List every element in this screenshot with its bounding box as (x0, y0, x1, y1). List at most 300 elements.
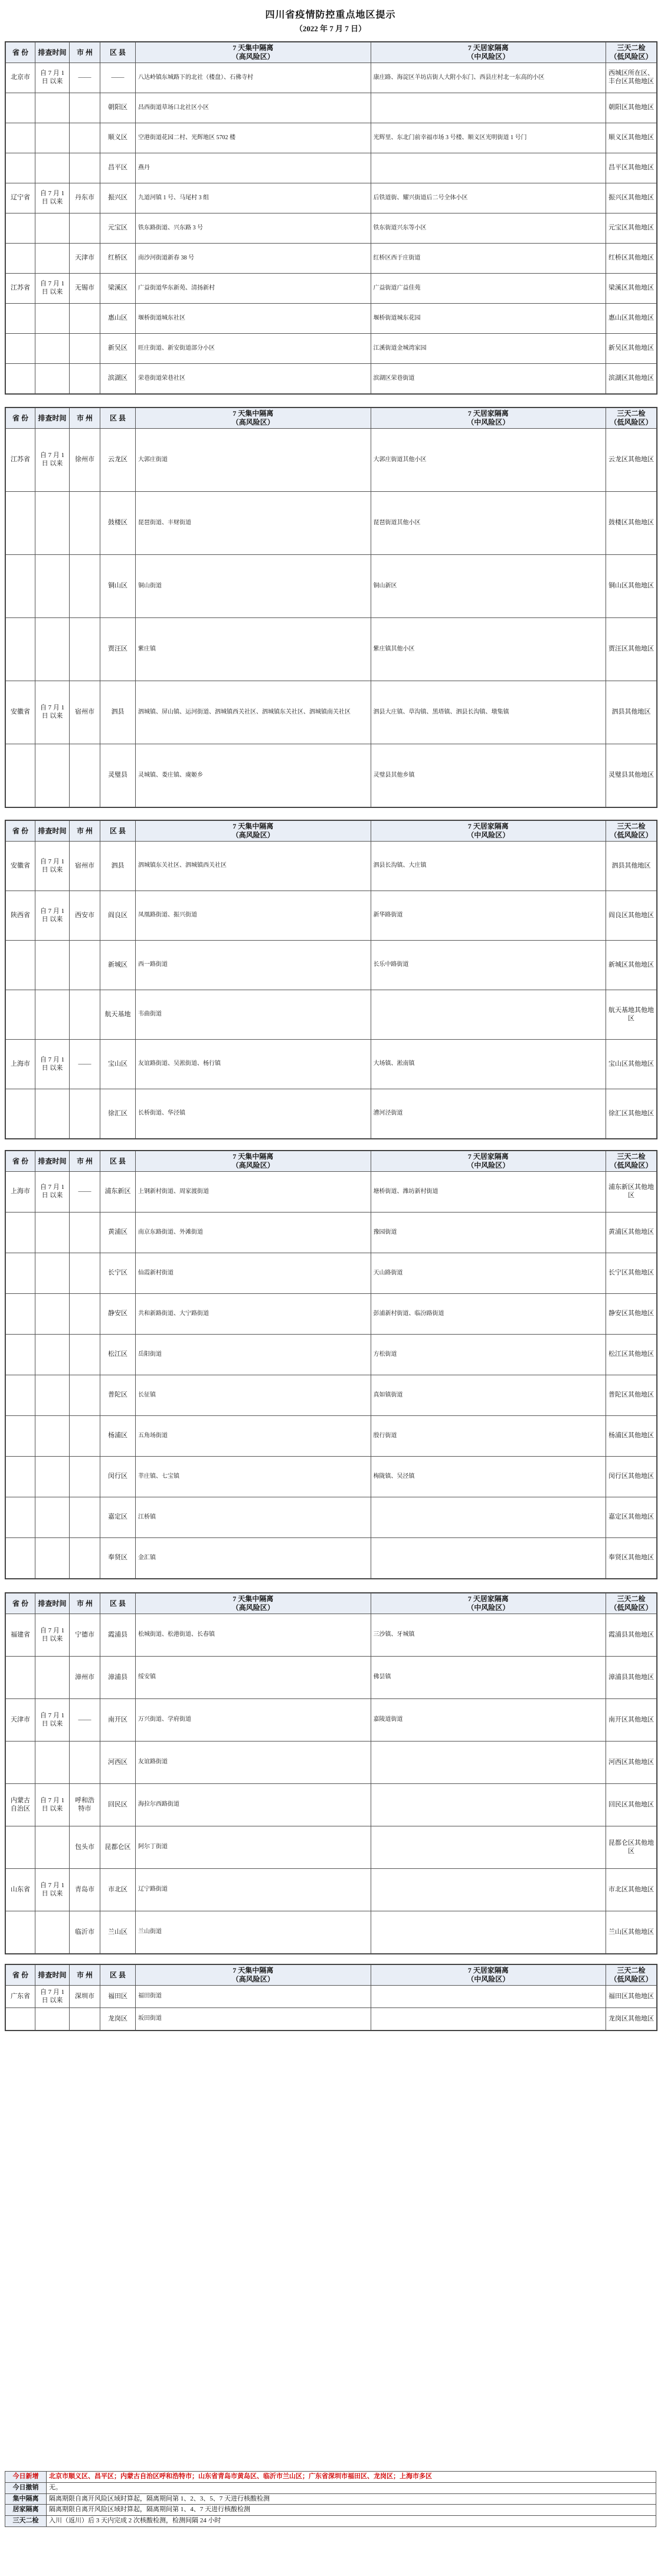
risk-table (5, 42, 657, 394)
table-row (6, 990, 657, 1040)
cell-city: —— (70, 1699, 100, 1742)
header-city-label: 市 州 (76, 1156, 93, 1165)
footer-row-revoked (5, 2482, 656, 2493)
cell-time (35, 1742, 70, 1784)
header-high-risk-label: 7 天集中隔离 (233, 1966, 274, 1974)
table-row (6, 1742, 657, 1784)
cell-city: 漳州市 (70, 1657, 100, 1699)
cell-district: 浦东新区 (100, 1172, 136, 1213)
header-province (6, 408, 35, 429)
page-title: 四川省疫情防控重点地区提示 (265, 10, 396, 20)
cell-city (70, 1213, 100, 1253)
header-district-label: 区 县 (109, 48, 126, 57)
cell-low-risk: 长宁区其他地区 (606, 1253, 657, 1294)
cell-province (6, 304, 35, 334)
table-row (6, 1986, 657, 2008)
header-mid-risk-sub: （中风险区） (467, 52, 510, 61)
cell-time: 自 7 月 1 日 以来 (35, 681, 70, 744)
cell-high-risk: 南京东路街道、外滩街道 (136, 1213, 371, 1253)
cell-province (6, 1253, 35, 1294)
cell-mid-risk: 琵琶街道其他小区 (371, 492, 606, 555)
table-row (6, 1213, 657, 1253)
table-row (6, 304, 657, 334)
cell-city: —— (70, 1172, 100, 1213)
header-district (100, 42, 136, 63)
table-header-row (6, 1593, 657, 1614)
cell-city: 呼和浩特市 (70, 1784, 100, 1826)
cell-mid-risk: 方松街道 (371, 1335, 606, 1375)
footer-row-policy1 (5, 2493, 656, 2505)
cell-district: 龙岗区 (100, 2008, 136, 2030)
cell-time (35, 364, 70, 394)
cell-mid-risk: 大场镇、淞南镇 (371, 1040, 606, 1089)
cell-city (70, 618, 100, 681)
cell-low-risk: 航天基地其他地区 (606, 990, 657, 1040)
header-low-risk (606, 42, 657, 63)
header-low-risk-sub: （低风险区） (610, 1604, 653, 1612)
cell-mid-risk: 大郭庄街道其他小区 (371, 429, 606, 492)
cell-high-risk: 绥安镇 (136, 1657, 371, 1699)
cell-high-risk: 泗城镇东关社区、泗城镇西关社区 (136, 842, 371, 891)
cell-district: 朝阳区 (100, 93, 136, 123)
table-header-row (6, 408, 657, 429)
header (0, 0, 661, 35)
cell-province: 天津市 (6, 1699, 35, 1742)
cell-province (6, 213, 35, 244)
table-header-row (6, 42, 657, 63)
header-low-risk-sub: （低风险区） (610, 1161, 653, 1169)
cell-district: 云龙区 (100, 429, 136, 492)
header-mid-risk-sub: （中风险区） (467, 831, 510, 839)
cell-district: 贾汪区 (100, 618, 136, 681)
header-low-risk (606, 1965, 657, 1986)
cell-low-risk: 顺义区其他地区 (606, 123, 657, 153)
cell-district: 新吴区 (100, 334, 136, 364)
header-high-risk-label: 7 天集中隔离 (233, 44, 274, 52)
header-mid-risk-sub: （中风险区） (467, 418, 510, 426)
cell-district: 奉贤区 (100, 1538, 136, 1579)
header-province (6, 42, 35, 63)
cell-high-risk: 福田街道 (136, 1986, 371, 2008)
cell-city: —— (70, 1040, 100, 1089)
cell-time (35, 1335, 70, 1375)
cell-time (35, 1294, 70, 1335)
cell-mid-risk: 泗县长沟镇、大庄镇 (371, 842, 606, 891)
cell-city (70, 1253, 100, 1294)
cell-district: 顺义区 (100, 123, 136, 153)
cell-low-risk: 梁溪区其他地区 (606, 274, 657, 304)
cell-district: 宝山区 (100, 1040, 136, 1089)
cell-province (6, 1657, 35, 1699)
cell-high-risk: 岳阳街道 (136, 1335, 371, 1375)
header-mid-risk (371, 1593, 606, 1614)
cell-time: 自 7 月 1 日 以来 (35, 1172, 70, 1213)
header-mid-risk-label: 7 天居家隔离 (467, 822, 509, 830)
cell-province (6, 93, 35, 123)
cell-high-risk: 紫庄镇 (136, 618, 371, 681)
header-time (35, 408, 70, 429)
cell-district: 徐汇区 (100, 1089, 136, 1139)
footer-row-today (5, 2472, 656, 2483)
header-district-label: 区 县 (109, 1156, 126, 1165)
cell-province (6, 123, 35, 153)
cell-high-risk: 广益街道华东新苑、清扬新村 (136, 274, 371, 304)
cell-province: 内蒙古自治区 (6, 1784, 35, 1826)
cell-district: 昆都仑区 (100, 1826, 136, 1869)
cell-city: 包头市 (70, 1826, 100, 1869)
table-row (6, 1416, 657, 1457)
cell-low-risk: 贾汪区其他地区 (606, 618, 657, 681)
header-high-risk (136, 1151, 371, 1172)
cell-mid-risk (371, 93, 606, 123)
cell-high-risk: 友谊路街道、吴淞街道、杨行镇 (136, 1040, 371, 1089)
cell-mid-risk: 豫园街道 (371, 1213, 606, 1253)
cell-low-risk: 昆都仑区其他地区 (606, 1826, 657, 1869)
cell-mid-risk (371, 1784, 606, 1826)
cell-low-risk: 昌平区其他地区 (606, 153, 657, 183)
header-high-risk-sub: （高风险区） (231, 1161, 274, 1169)
cell-district: 灵璧县 (100, 744, 136, 807)
header-high-risk (136, 408, 371, 429)
cell-district: 市北区 (100, 1869, 136, 1911)
table-row (6, 1784, 657, 1826)
cell-district: 福田区 (100, 1986, 136, 2008)
revoked-text: 无。 (47, 2482, 656, 2493)
cell-high-risk: 辽宁路街道 (136, 1869, 371, 1911)
header-time-label: 排查时间 (38, 1970, 67, 1979)
table-row (6, 213, 657, 244)
cell-city (70, 1335, 100, 1375)
cell-mid-risk: 殷行街道 (371, 1416, 606, 1457)
table-row (6, 123, 657, 153)
cell-city (70, 1294, 100, 1335)
header-low-risk-sub: （低风险区） (610, 52, 653, 61)
cell-mid-risk (371, 1911, 606, 1954)
cell-low-risk: 杨浦区其他地区 (606, 1416, 657, 1457)
header-mid-risk-label: 7 天居家隔离 (467, 44, 509, 52)
cell-low-risk: 南开区其他地区 (606, 1699, 657, 1742)
header-province (6, 1151, 35, 1172)
cell-mid-risk (371, 1986, 606, 2008)
section-table (5, 41, 657, 395)
cell-time: 自 7 月 1 日 以来 (35, 891, 70, 941)
cell-province (6, 618, 35, 681)
cell-high-risk: 泗城镇、屏山镇、运河街道、泗城镇西关社区、泗城镇东关社区、泗城镇南关社区 (136, 681, 371, 744)
cell-low-risk: 闵行区其他地区 (606, 1457, 657, 1497)
cell-low-risk: 静安区其他地区 (606, 1294, 657, 1335)
cell-province (6, 2008, 35, 2030)
cell-low-risk: 徐汇区其他地区 (606, 1089, 657, 1139)
table-row (6, 681, 657, 744)
cell-province (6, 555, 35, 618)
cell-time (35, 1657, 70, 1699)
cell-low-risk: 滨湖区其他地区 (606, 364, 657, 394)
cell-province: 安徽省 (6, 842, 35, 891)
cell-province (6, 153, 35, 183)
cell-province (6, 1335, 35, 1375)
header-mid-risk (371, 1965, 606, 1986)
header-high-risk (136, 1593, 371, 1614)
footer-row-policy2 (5, 2505, 656, 2516)
cell-time (35, 334, 70, 364)
header-mid-risk-label: 7 天居家隔离 (467, 1152, 509, 1161)
cell-mid-risk: 紫庄镇其他小区 (371, 618, 606, 681)
cell-low-risk: 黄浦区其他地区 (606, 1213, 657, 1253)
revoked-label: 今日撤销 (5, 2482, 47, 2493)
header-province-label: 省 份 (12, 413, 28, 422)
cell-province (6, 492, 35, 555)
cell-city (70, 153, 100, 183)
cell-city: 丹东市 (70, 183, 100, 213)
footer-row-policy3 (5, 2516, 656, 2527)
today-label: 今日新增 (5, 2472, 47, 2483)
cell-time (35, 123, 70, 153)
cell-mid-risk (371, 1869, 606, 1911)
cell-province: 江苏省 (6, 429, 35, 492)
header-mid-risk-label: 7 天居家隔离 (467, 1595, 509, 1603)
header-time (35, 821, 70, 842)
section-table (5, 1150, 657, 1579)
cell-district: 漳浦县 (100, 1657, 136, 1699)
cell-province: 江苏省 (6, 274, 35, 304)
header-time-label: 排查时间 (38, 413, 67, 422)
cell-low-risk: 龙岗区其他地区 (606, 2008, 657, 2030)
cell-province (6, 941, 35, 990)
cell-mid-risk: 康庄路、海淀区羊坊店街人大附小东门、西县庄村北一东高的小区 (371, 63, 606, 93)
risk-table (5, 408, 657, 807)
cell-time: 自 7 月 1 日 以来 (35, 1784, 70, 1826)
cell-time (35, 1416, 70, 1457)
header-mid-risk-sub: （中风险区） (467, 1161, 510, 1169)
cell-district: 航天基地 (100, 990, 136, 1040)
table-row (6, 1294, 657, 1335)
header-province-label: 省 份 (12, 1156, 28, 1165)
cell-district: 长宁区 (100, 1253, 136, 1294)
cell-low-risk: 霞浦县其他地区 (606, 1614, 657, 1657)
header-time-label: 排查时间 (38, 826, 67, 835)
cell-city (70, 213, 100, 244)
table-row (6, 364, 657, 394)
table-row (6, 1457, 657, 1497)
cell-time (35, 1253, 70, 1294)
cell-district: 红桥区 (100, 244, 136, 274)
cell-low-risk: 河西区其他地区 (606, 1742, 657, 1784)
table-row (6, 492, 657, 555)
cell-time: 自 7 月 1 日 以来 (35, 1614, 70, 1657)
header-city-label: 市 州 (76, 413, 93, 422)
cell-province: 上海市 (6, 1172, 35, 1213)
cell-high-risk: 凤凰路街道、振兴街道 (136, 891, 371, 941)
cell-city: 徐州市 (70, 429, 100, 492)
cell-low-risk: 松江区其他地区 (606, 1335, 657, 1375)
cell-city (70, 2008, 100, 2030)
cell-city (70, 941, 100, 990)
cell-low-risk: 西城区所在区、丰台区其他地区 (606, 63, 657, 93)
cell-city (70, 304, 100, 334)
cell-city: 无锡市 (70, 274, 100, 304)
table-row (6, 153, 657, 183)
header-city (70, 821, 100, 842)
cell-time: 自 7 月 1 日 以来 (35, 63, 70, 93)
cell-district: 杨浦区 (100, 1416, 136, 1457)
policy2-text: 隔离期限自离开风险区域时算起，隔离期间第 1、4、7 天进行核酸检测 (47, 2505, 656, 2516)
cell-high-risk: 荣巷街道荣巷社区 (136, 364, 371, 394)
cell-low-risk: 市北区其他地区 (606, 1869, 657, 1911)
cell-high-risk: 阿尔丁街道 (136, 1826, 371, 1869)
header-time (35, 1965, 70, 1986)
header-high-risk-label: 7 天集中隔离 (233, 1595, 274, 1603)
header-high-risk-sub: （高风险区） (231, 831, 274, 839)
cell-district: 鼓楼区 (100, 492, 136, 555)
policy3-label: 三天二检 (5, 2516, 47, 2527)
header-high-risk (136, 821, 371, 842)
header-time (35, 42, 70, 63)
cell-city (70, 1457, 100, 1497)
header-city-label: 市 州 (76, 1970, 93, 1979)
cell-low-risk: 鼓楼区其他地区 (606, 492, 657, 555)
cell-time: 自 7 月 1 日 以来 (35, 429, 70, 492)
cell-time: 自 7 月 1 日 以来 (35, 183, 70, 213)
cell-province (6, 1826, 35, 1869)
header-high-risk-label: 7 天集中隔离 (233, 409, 274, 418)
header-province (6, 1965, 35, 1986)
table-row (6, 334, 657, 364)
cell-low-risk: 漳浦县其他地区 (606, 1657, 657, 1699)
cell-city (70, 555, 100, 618)
cell-low-risk: 福田区其他地区 (606, 1986, 657, 2008)
cell-mid-risk: 光辉里、东北门前幸福市场 3 号楼、顺义区光明街道 1 号门 (371, 123, 606, 153)
cell-low-risk: 红桥区其他地区 (606, 244, 657, 274)
header-district (100, 821, 136, 842)
cell-province (6, 1294, 35, 1335)
header-high-risk-label: 7 天集中隔离 (233, 1152, 274, 1161)
cell-time (35, 1911, 70, 1954)
header-mid-risk-label: 7 天居家隔离 (467, 1966, 509, 1974)
cell-high-risk: 铜山街道 (136, 555, 371, 618)
cell-high-risk: 琵琶街道、丰财街道 (136, 492, 371, 555)
table-header-row (6, 1965, 657, 1986)
cell-district: 闵行区 (100, 1457, 136, 1497)
table-row (6, 1375, 657, 1416)
cell-mid-risk: 漕河泾街道 (371, 1089, 606, 1139)
cell-province (6, 334, 35, 364)
table-header-row (6, 1151, 657, 1172)
cell-district: 南开区 (100, 1699, 136, 1742)
cell-province (6, 1416, 35, 1457)
header-low-risk-label: 三天二检 (617, 1966, 646, 1974)
risk-table (5, 1151, 657, 1579)
header-city-label: 市 州 (76, 48, 93, 57)
cell-city (70, 1742, 100, 1784)
cell-time (35, 153, 70, 183)
cell-mid-risk: 铁东街道兴东等小区 (371, 213, 606, 244)
cell-province (6, 1911, 35, 1954)
header-low-risk-label: 三天二检 (617, 44, 646, 52)
section-table (5, 1592, 657, 1954)
header-city (70, 1965, 100, 1986)
cell-city: 宿州市 (70, 842, 100, 891)
header-city (70, 1151, 100, 1172)
cell-district: 嘉定区 (100, 1497, 136, 1538)
header-city-label: 市 州 (76, 826, 93, 835)
cell-low-risk: 新吴区其他地区 (606, 334, 657, 364)
table-row (6, 1657, 657, 1699)
cell-district: 黄浦区 (100, 1213, 136, 1253)
cell-district: 静安区 (100, 1294, 136, 1335)
table-header-row (6, 821, 657, 842)
cell-district: 元宝区 (100, 213, 136, 244)
cell-time (35, 1457, 70, 1497)
cell-time: 自 7 月 1 日 以来 (35, 1699, 70, 1742)
cell-time (35, 990, 70, 1040)
header-high-risk (136, 1965, 371, 1986)
header-city (70, 1593, 100, 1614)
header-low-risk-label: 三天二检 (617, 822, 646, 830)
cell-mid-risk (371, 153, 606, 183)
header-mid-risk-sub: （中风险区） (467, 1604, 510, 1612)
cell-province (6, 1457, 35, 1497)
cell-province: 山东省 (6, 1869, 35, 1911)
cell-high-risk: 仙霞新村街道 (136, 1253, 371, 1294)
cell-city (70, 364, 100, 394)
header-province-label: 省 份 (12, 1970, 28, 1979)
header-low-risk-label: 三天二检 (617, 1152, 646, 1161)
cell-high-risk: 莘庄镇、七宝镇 (136, 1457, 371, 1497)
cell-low-risk: 浦东新区其他地区 (606, 1172, 657, 1213)
header-high-risk-sub: （高风险区） (231, 52, 274, 61)
cell-high-risk: 旺庄街道、新安街道部分小区 (136, 334, 371, 364)
cell-city (70, 1416, 100, 1457)
cell-high-risk: 松城街道、松港街道、长春镇 (136, 1614, 371, 1657)
table-row (6, 1497, 657, 1538)
section-table (5, 1964, 657, 2031)
cell-low-risk: 普陀区其他地区 (606, 1375, 657, 1416)
header-province-label: 省 份 (12, 826, 28, 835)
header-low-risk-sub: （低风险区） (610, 418, 653, 426)
header-mid-risk (371, 408, 606, 429)
header-mid-risk-sub: （中风险区） (467, 1975, 510, 1983)
cell-high-risk: 九道河镇 1 号、马尾村 3 组 (136, 183, 371, 213)
cell-high-risk: 海拉尔西路街道 (136, 1784, 371, 1826)
cell-high-risk: 金汇镇 (136, 1538, 371, 1579)
footer (5, 2471, 656, 2527)
cell-mid-risk: 堰桥街道城东花园 (371, 304, 606, 334)
cell-low-risk: 云龙区其他地区 (606, 429, 657, 492)
cell-city: 天津市 (70, 244, 100, 274)
cell-province (6, 990, 35, 1040)
cell-province: 辽宁省 (6, 183, 35, 213)
header-district-label: 区 县 (109, 1970, 126, 1979)
cell-time: 自 7 月 1 日 以来 (35, 1040, 70, 1089)
header-high-risk-sub: （高风险区） (231, 1604, 274, 1612)
cell-mid-risk: 新华路街道 (371, 891, 606, 941)
header-district (100, 1593, 136, 1614)
cell-time (35, 1497, 70, 1538)
cell-high-risk: 韦曲街道 (136, 990, 371, 1040)
cell-district: —— (100, 63, 136, 93)
cell-low-risk: 宝山区其他地区 (606, 1040, 657, 1089)
table-row (6, 1335, 657, 1375)
cell-low-risk: 惠山区其他地区 (606, 304, 657, 334)
cell-province (6, 1497, 35, 1538)
cell-city (70, 334, 100, 364)
cell-high-risk: 昌西街道草场口北社区小区 (136, 93, 371, 123)
header-district-label: 区 县 (109, 1599, 126, 1608)
cell-time (35, 618, 70, 681)
table-row (6, 63, 657, 93)
today-text: 北京市顺义区、昌平区；内蒙古自治区呼和浩特市；山东省青岛市黄岛区、临沂市兰山区；广东省深圳市福田区、龙岗区；上海市多区 (47, 2472, 656, 2483)
table-row (6, 1699, 657, 1742)
